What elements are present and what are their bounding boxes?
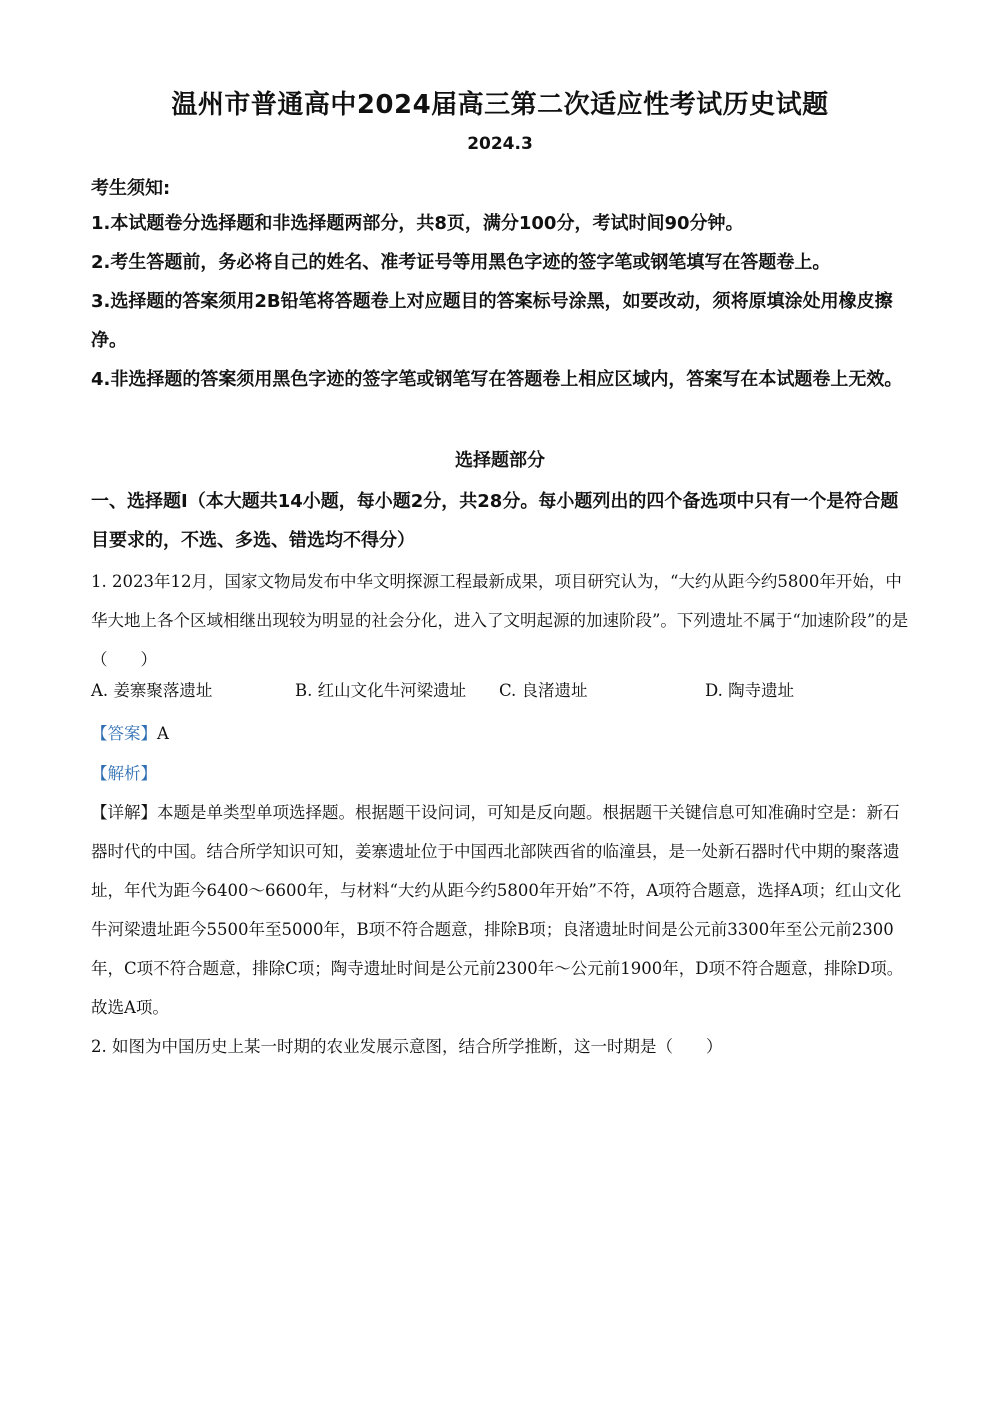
notice-item-2: 2.考生答题前，务必将自己的姓名、准考证号等用黑色字迹的签字笔或钢笔填写在答题卷上。	[91, 252, 831, 273]
answer-value: A	[157, 724, 169, 743]
part1-heading: 一、选择题Ⅰ（本大题共14小题，每小题2分，共28分。每小题列出的四个备选项中只有一个是符合题目要求的，不选、多选、错选均不得分）	[91, 491, 899, 551]
answer-line	[91, 720, 169, 744]
question-1-stem: 1. 2023年12月，国家文物局发布中华文明探源工程最新成果，项目研究认为，“大约从距今约5800年开始，中华大地上各个区域相继出现较为明显的社会分化，进入了文明起源的加速阶段”。下列遗址不属于“加速阶段”的是（ ）	[91, 572, 909, 669]
answer-label: 【答案】	[91, 724, 157, 743]
page-title: 温州市普通高中2024届高三第二次适应性考试历史试题	[171, 90, 829, 120]
section-title: 选择题部分	[455, 450, 545, 471]
question-2-stem: 2. 如图为中国历史上某一时期的农业发展示意图，结合所学推断，这一时期是（ ）	[91, 1037, 723, 1056]
analysis-label: 【解析】	[91, 764, 157, 783]
notice-item-1: 1.本试题卷分选择题和非选择题两部分，共8页，满分100分，考试时间90分钟。	[91, 213, 744, 234]
question-1-option-a: A. 姜寨聚落遗址	[91, 681, 213, 700]
question-1-option-b: B. 红山文化牛河梁遗址	[295, 681, 467, 700]
notice-item-4: 4.非选择题的答案须用黑色字迹的签字笔或钢笔写在答题卷上相应区域内，答案写在本试题卷上无效。	[91, 369, 903, 390]
question-1-option-c: C. 良渚遗址	[499, 681, 588, 700]
question-1-option-d: D. 陶寺遗址	[705, 681, 795, 700]
notice-heading: 考生须知:	[91, 178, 171, 199]
notice-item-3: 3.选择题的答案须用2B铅笔将答题卷上对应题目的答案标号涂黑，如要改动，须将原填涂处用橡皮擦净。	[91, 291, 893, 351]
question-1-detail: 【详解】本题是单类型单项选择题。根据题干设问词，可知是反向题。根据题干关键信息可知准确时空是：新石器时代的中国。结合所学知识可知，姜寨遗址位于中国西北部陕西省的临潼县，是一处新石器时代中期的聚落遗址，年代为距今6400～6600年，与材料“大约从距今约5800年开始”不符，A项符合题意，选择A项；红山文化牛河梁遗址距今5500年至5000年，B项不符合题意，排除B项；良渚遗址时间是公元前3300年至公元前2300年，C项不符合题意，排除C项；陶寺遗址时间是公元前2300年～公元前1900年，D项不符合题意，排除D项。故选A项。	[91, 803, 904, 1017]
exam-date: 2024.3	[467, 134, 533, 154]
